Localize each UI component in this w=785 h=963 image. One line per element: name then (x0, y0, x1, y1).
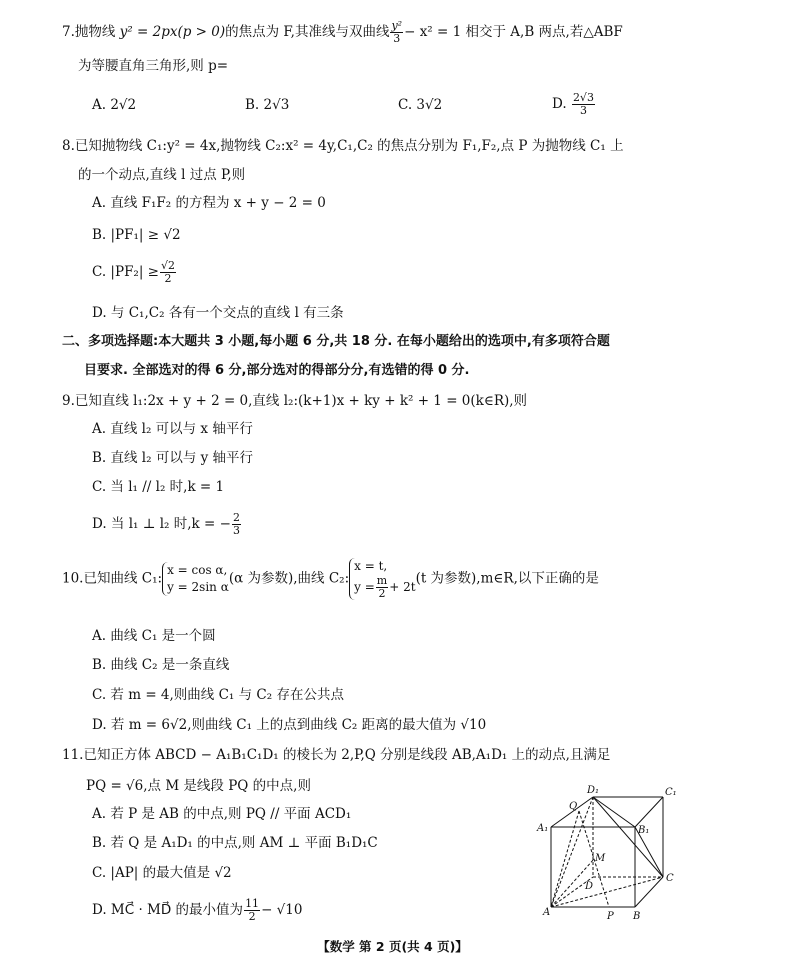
q9-option-c: C. 当 l₁ // l₂ 时,k = 1 (92, 479, 225, 495)
section2-heading-line1: 二、多项选择题:本大题共 3 小题,每小题 6 分,共 18 分. 在每小题给出的选项中,有多项符合题 (62, 334, 610, 349)
q10-option-a: A. 曲线 C₁ 是一个圆 (92, 628, 216, 644)
q11-option-b: B. 若 Q 是 A₁D₁ 的中点,则 AM ⊥ 平面 B₁D₁C (92, 835, 378, 851)
q11-option-a: A. 若 P 是 AB 的中点,则 PQ // 平面 ACD₁ (92, 806, 352, 822)
q7-stem-line2: 为等腰直角三角形,则 p= (78, 58, 229, 74)
q7-option-a: A. 2√2 (92, 97, 137, 113)
q7-option-d: D. $\frac{2√3}{3}$ (552, 91, 594, 117)
page-footer: 【数学 第 2 页(共 4 页)】 (317, 939, 468, 954)
q10-option-b: B. 曲线 C₂ 是一条直线 (92, 657, 230, 673)
q8-option-a: A. 直线 F₁F₂ 的方程为 x + y − 2 = 0 (92, 195, 326, 211)
q10-c1-system: x = cos α, y = 2sin α (162, 562, 229, 596)
edge-b1-c1 (635, 797, 663, 827)
q8-option-d: D. 与 C₁,C₂ 各有一个交点的直线 l 有三条 (92, 305, 344, 321)
q11-stem-line2: PQ = √6,点 M 是线段 PQ 的中点,则 (86, 778, 311, 794)
q7-fraction: $\frac{\text{y²}}{3}$ (391, 19, 403, 45)
q10-option-d: D. 若 m = 6√2,则曲线 C₁ 上的点到曲线 C₂ 距离的最大值为 √10 (92, 717, 487, 733)
hidden-diag-a-c (551, 877, 663, 907)
q11-stem-line1: 11.已知正方体 ABCD − A₁B₁C₁D₁ 的棱长为 2,P,Q 分别是线段 AB,A₁D₁ 上的动点,且满足 (62, 747, 611, 763)
q9-option-d: D. 当 l₁ ⊥ l₂ 时,k = − $\frac{2}{3}$ (92, 511, 240, 537)
label-p: P (607, 911, 614, 922)
q8-stem-line1: 8.已知抛物线 C₁:y² = 4x,抛物线 C₂:x² = 4y,C₁,C₂ 的焦点分别为 F₁,F₂,点 P 为抛物线 C₁ 上 (62, 138, 624, 154)
q9-stem: 9.已知直线 l₁:2x + y + 2 = 0,直线 l₂:(k+1)x + ky + k² + 1 = 0(k∈R),则 (62, 393, 528, 409)
label-c1: C₁ (665, 787, 677, 798)
q7-option-c: C. 3√2 (398, 97, 443, 113)
label-a1: A₁ (537, 823, 549, 834)
section2-heading-line2: 目要求. 全部选对的得 6 分,部分选对的得部分分,有选错的得 0 分. (84, 363, 470, 378)
q9-option-b: B. 直线 l₂ 可以与 y 轴平行 (92, 450, 254, 466)
q7-stem-line1: 7.抛物线 y² = 2px(p > 0)的焦点为 F,其准线与双曲线 $\frac{\text{y²}}{3}$ − x² = 1 相交于 A,B 两点,若△ABF (62, 19, 623, 45)
q9-option-a: A. 直线 l₂ 可以与 x 轴平行 (92, 421, 253, 437)
label-d1: D₁ (587, 785, 600, 796)
q11-option-d: D. MC⃗ · MD⃗ 的最小值为 $\frac{11}{2}$ − √10 (92, 897, 303, 923)
diag-d1-b1 (593, 797, 635, 827)
q11-option-c: C. |AP| 的最大值是 √2 (92, 865, 232, 881)
q10-option-c: C. 若 m = 4,则曲线 C₁ 与 C₂ 存在公共点 (92, 687, 344, 703)
q7-option-b: B. 2√3 (245, 97, 290, 113)
label-b1: B₁ (638, 825, 650, 836)
label-b: B (633, 911, 641, 922)
q8-option-c: C. |PF₂| ≥ $\frac{√2}{2}$ (92, 259, 176, 285)
q10-c2-system: x = t, y = $\frac{m}{2}$ + 2t (349, 558, 415, 600)
label-a: A (543, 907, 551, 918)
edge-b-c (635, 877, 663, 907)
label-d: D (585, 881, 594, 892)
q8-stem-line2: 的一个动点,直线 l 过点 P,则 (78, 167, 246, 183)
q8-option-b: B. |PF₁| ≥ √2 (92, 227, 181, 243)
hidden-segment-q-a (551, 811, 579, 907)
diag-d1-c (593, 797, 663, 877)
label-m: M (595, 853, 606, 864)
label-q: Q (569, 801, 578, 812)
label-c: C (666, 873, 674, 884)
cube-figure (535, 783, 685, 923)
q10-stem: 10.已知曲线 C₁: x = cos α, y = 2sin α (α 为参数),曲线 C₂: x = t, y = $\frac{m}{2}$ + 2t (t 为参数),m∈R,以下正确的是 (62, 559, 599, 600)
